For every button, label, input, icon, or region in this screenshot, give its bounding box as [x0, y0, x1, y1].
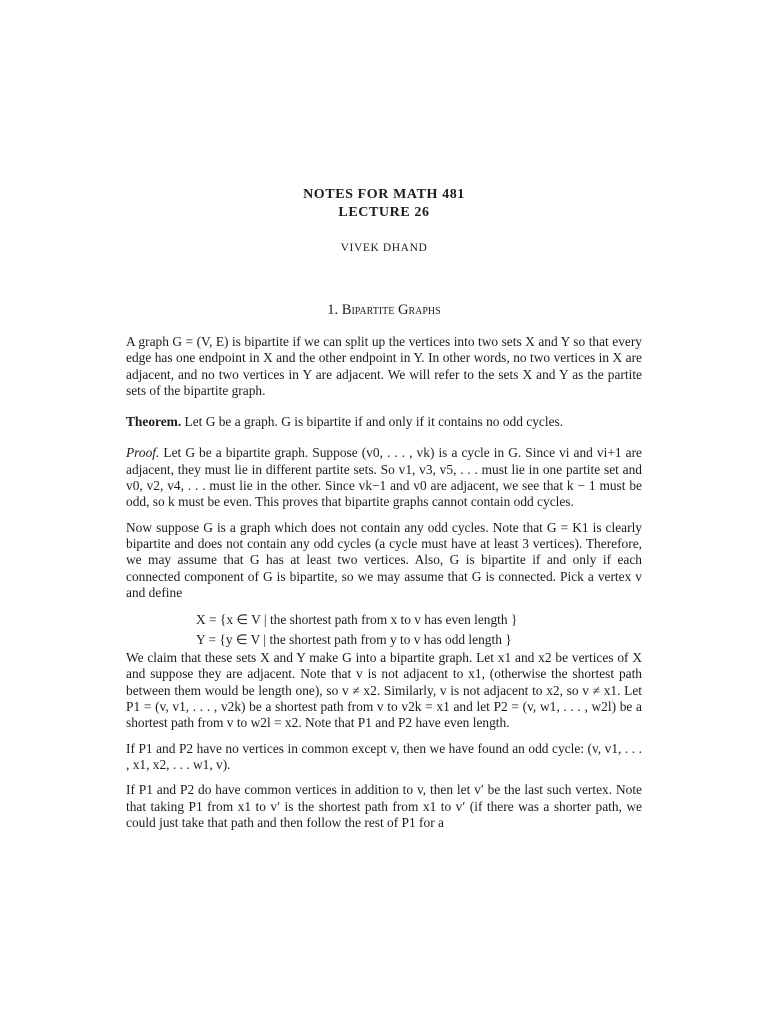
paragraph-claim: We claim that these sets X and Y make G into a bipartite graph. Let x1 and x2 be vertices of X and suppose they are adjacent. Note that v is not adjacent to x1, (otherwise the shortest path between them would be length one), so v ≠ x2. Similarly, v is not adjacent to x2, so v ≠ x1. Let P1 = (v, v1, . . . , v2k) be a shortest path from v to v2k = x1 and let P2 = (v, w1, . . . , w2l) be a shortest path from v to w2l = x2. Note that P1 and P2 have even length. — [126, 650, 642, 731]
proof-text: Let G be a bipartite graph. Suppose (v0, . . . , vk) is a cycle in G. Since vi and vi+1 are adjacent, they must lie in different partite sets. So v1, v3, v5, . . . must lie in one partite set and v0, v2, v4, . . . must lie in the other. Since vk−1 and v0 are adjacent, we see that k − 1 must be odd, so k must be even. This proves that bipartite graphs cannot contain odd cycles. — [126, 445, 642, 510]
proof-paragraph — [126, 445, 642, 510]
theorem — [126, 414, 642, 430]
paragraph-no-common: If P1 and P2 have no vertices in common except v, then we have found an odd cycle: (v, v1, . . . , x1, x2, . . . w1, v). — [126, 740, 642, 772]
document-body — [126, 334, 642, 840]
section-heading — [126, 302, 642, 319]
title-line-1: NOTES FOR MATH 481 — [303, 187, 465, 202]
set-definitions — [126, 610, 642, 650]
author-name: VIVEK DHAND — [340, 242, 428, 254]
equation-x: X = {x ∈ V | the shortest path from x to v has even length } — [196, 612, 518, 628]
paragraph-converse: Now suppose G is a graph which does not contain any odd cycles. Note that G = K1 is clearly bipartite and does not contain any odd cycles (a cycle must have at least 3 vertices). Therefore, we may assume that G has at least two vertices. Also, G is bipartite if and only if each connected component of G is bipartite, so we may assume that G is connected. Pick a vertex v and define — [126, 519, 642, 600]
section-number: 1. — [327, 302, 339, 318]
proof-label: Proof. — [126, 445, 160, 461]
title-line-2: LECTURE 26 — [338, 205, 430, 220]
theorem-label: Theorem. — [126, 414, 182, 430]
paragraph-common: If P1 and P2 do have common vertices in addition to v, then let v′ be the last such vertex. Note that taking P1 from x1 to v′ is the shortest path from x1 to v′ (if there was a shorter path, we could just take that path and then follow the rest of P1 for a — [126, 782, 642, 830]
paragraph-definition: A graph G = (V, E) is bipartite if we can split up the vertices into two sets X and Y so that every edge has one endpoint in X and the other endpoint in Y. In other words, no two vertices in X are adjacent, and no two vertices in Y are adjacent. We will refer to the sets X and Y as the partite sets of the bipartite graph. — [126, 334, 642, 398]
document-title — [126, 186, 642, 222]
document-page — [126, 0, 642, 1024]
equation-y: Y = {y ∈ V | the shortest path from y to v has odd length } — [196, 632, 512, 648]
section-title: Bipartite Graphs — [341, 302, 441, 318]
theorem-text: Let G be a graph. G is bipartite if and only if it contains no odd cycles. — [184, 414, 564, 430]
